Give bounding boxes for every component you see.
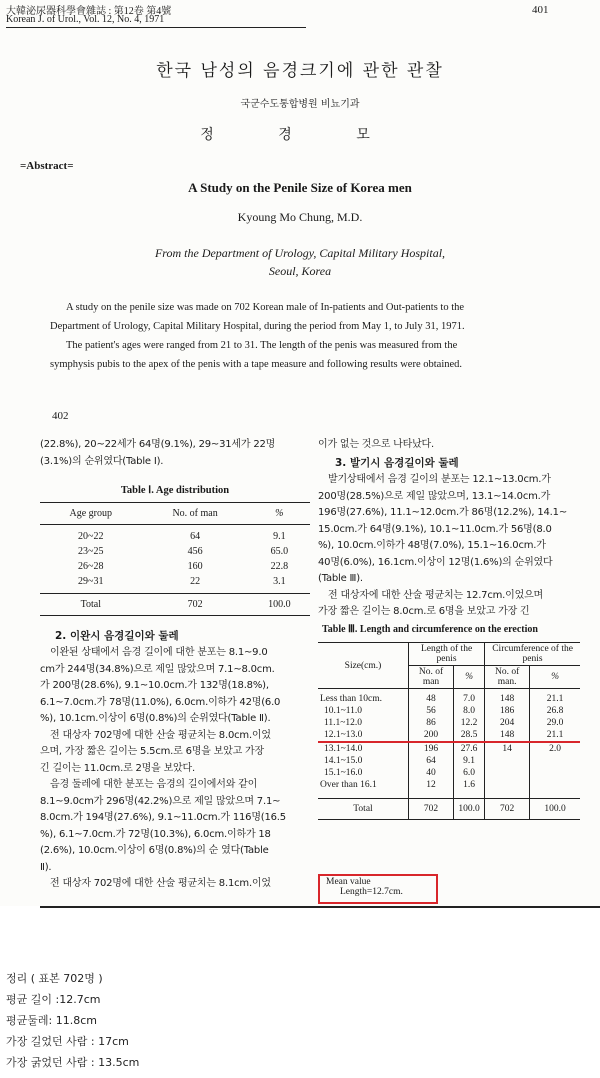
- text-line: cm가 244명(34.8%)으로 제일 많았으며 7.1~8.0cm.: [40, 663, 275, 675]
- page-number-second: 402: [52, 410, 69, 422]
- table-row: [318, 799, 580, 820]
- cell: 12: [409, 779, 454, 799]
- table-row: [318, 705, 580, 717]
- text-line: %), 10.0cm.이하가 48명(7.0%), 15.1~16.0cm.가: [318, 540, 546, 551]
- summary-notes: [6, 968, 139, 1073]
- cell: Total: [80, 599, 101, 610]
- cell: 65.0: [270, 546, 289, 557]
- table3: [318, 642, 580, 820]
- cell: 10.1~11.0: [324, 706, 363, 716]
- table3-group-length: Length of the penis: [409, 643, 485, 666]
- section3-body: [318, 472, 583, 621]
- mean-value-label: Mean value: [326, 877, 371, 887]
- summary-line: 평균 길이 :12.7cm: [6, 993, 101, 1006]
- cell: 23~25: [78, 546, 104, 557]
- table-row: [40, 544, 310, 559]
- table-row: [40, 574, 310, 594]
- cell: 7.0: [454, 689, 485, 706]
- table-row: [40, 525, 310, 545]
- text-line: 발기상태에서 음경 길이의 분포는 12.1~13.0cm.가: [328, 474, 551, 485]
- table3-sub-pct: %: [454, 666, 485, 689]
- text-line: 40명(6.0%), 16.1cm.이상이 12명(1.6%)의 순위였다: [318, 556, 553, 568]
- cell: 204: [485, 717, 530, 729]
- cell: 29.0: [530, 717, 580, 729]
- cell: 196: [409, 742, 454, 755]
- cell: 148: [485, 729, 530, 742]
- cell: 26~28: [78, 561, 104, 572]
- cell: 64: [190, 531, 201, 542]
- affiliation-en-line1: From the Department of Urology, Capital Military Hospital,: [154, 246, 446, 260]
- scan-bottom-edge: [40, 906, 600, 908]
- cell: [530, 779, 580, 799]
- cell: 186: [485, 705, 530, 717]
- table-row: [318, 767, 580, 779]
- cell: 21.1: [530, 729, 580, 742]
- cell: 3.1: [273, 576, 286, 587]
- section2-heading: 2. 이완시 음경길이와 둘레: [55, 630, 179, 642]
- cell: 86: [409, 717, 454, 729]
- right-top-line: 이가 없는 것으로 나타났다.: [318, 439, 434, 450]
- text-line: Ⅱ).: [40, 861, 52, 873]
- table-row: [318, 717, 580, 729]
- cell: 14: [485, 742, 530, 755]
- cell: [530, 755, 580, 767]
- table1-header: Age group: [69, 508, 113, 519]
- cell: 29~31: [78, 576, 104, 587]
- table1-header: %: [275, 508, 284, 519]
- text-line: 196명(27.6%), 11.1~12.0cm.가 86명(12.2%), 14.1~: [318, 507, 567, 518]
- cell: 100.0: [530, 799, 580, 820]
- summary-line: 가장 길었던 사람 : 17cm: [6, 1035, 129, 1048]
- text-line: (Table Ⅲ).: [318, 573, 363, 584]
- text-line: 8.1~9.0cm가 296명(42.2%)으로 제일 많았으며 7.1~: [40, 795, 281, 807]
- title-kr: 한국 남성의 음경크기에 관한 관찰: [156, 61, 444, 81]
- cell: 2.0: [530, 742, 580, 755]
- table1: [40, 502, 310, 616]
- text-line: 8.0cm.가 194명(27.6%), 9.1~11.0cm.가 116명(16.5: [40, 812, 286, 823]
- cell: 702: [187, 599, 203, 610]
- text-line: 전 대상자 702명에 대한 산술 평균치는 8.0cm.이었: [50, 729, 271, 741]
- text-line: (2.6%), 10.0cm.이상이 6명(0.8%)의 순 였다(Table: [40, 845, 269, 856]
- cell: 12.2: [454, 717, 485, 729]
- table-row-highlighted: [318, 729, 580, 742]
- mean-value-box: [318, 874, 438, 904]
- cell: 14.1~15.0: [324, 756, 363, 766]
- summary-line: 정리 ( 표본 702명 ): [6, 972, 103, 985]
- table3-group-circumference: Circumference of the penis: [485, 643, 580, 666]
- journal-en-header: Korean J. of Urol., Vol. 12, No. 4, 1971: [6, 14, 165, 25]
- left-top-text: [40, 437, 310, 470]
- cell: 64: [409, 755, 454, 767]
- table-row: [40, 559, 310, 574]
- table1-caption: Table Ⅰ. Age distribution: [120, 485, 230, 496]
- cell: 22.8: [270, 561, 289, 572]
- abstract-line: symphysis pubis to the apex of the penis with a tape measure and following results were obtained.: [50, 359, 463, 370]
- cell: Over than 16.1: [320, 780, 377, 790]
- cell: 9.1: [273, 531, 286, 542]
- table3-sub-pct2: %: [530, 666, 580, 689]
- cell: 26.8: [530, 705, 580, 717]
- text-line: 6.1~7.0cm.가 78명(11.0%), 6.0cm.이하가 42명(6.0: [40, 696, 281, 708]
- cell: 456: [187, 546, 203, 557]
- abstract-label: =Abstract=: [20, 160, 74, 172]
- abstract-line: Department of Urology, Capital Military Hospital, during the period from May 1, to July 31, 1971.: [50, 321, 465, 332]
- affiliation-en-line2: Seoul, Korea: [268, 264, 332, 278]
- title-en: A Study on the Penile Size of Korea men: [188, 180, 412, 195]
- text-line: 긴 길이는 11.0cm.로 2명을 보았다.: [40, 762, 195, 774]
- header-rule: [6, 27, 306, 28]
- cell: [485, 755, 530, 767]
- cell: 100.0: [268, 599, 291, 610]
- cell: 9.1: [454, 755, 485, 767]
- cell: 27.6: [454, 742, 485, 755]
- cell: 20~22: [78, 531, 104, 542]
- cell: 160: [187, 561, 203, 572]
- author-kr: 정 경 모: [200, 127, 400, 143]
- cell: 22: [190, 576, 201, 587]
- text-line: 전 대상자에 대한 산술 평균치는 12.7cm.이었으며: [328, 589, 543, 601]
- text-line: 음경 둘레에 대한 분포는 음경의 길이에서와 같이: [50, 779, 258, 790]
- abstract-line: The patient's ages were ranged from 21 to 31. The length of the penis was measured from the: [66, 340, 458, 351]
- cell: 6.0: [454, 767, 485, 779]
- cell: 8.0: [454, 705, 485, 717]
- text-line: 이완된 상태에서 음경 길이에 대한 분포는 8.1~9.0: [50, 647, 268, 658]
- text-line: %), 10.1cm.이상이 6명(0.8%)의 순위였다(Table Ⅱ).: [40, 713, 271, 724]
- section3-heading: 3. 발기시 음경길이와 둘레: [335, 457, 459, 469]
- cell: 15.1~16.0: [324, 768, 363, 778]
- author-en: Kyoung Mo Chung, M.D.: [237, 210, 363, 224]
- table-row: [40, 594, 310, 616]
- text-line: %), 6.1~7.0cm.가 72명(10.3%), 6.0cm.이하가 18: [40, 828, 271, 840]
- text-line: 가 200명(28.6%), 9.1~10.0cm.가 132명(18.8%),: [40, 680, 269, 691]
- cell: 40: [409, 767, 454, 779]
- table3-sub-no2: No. of man.: [485, 666, 530, 689]
- cell: 11.1~12.0: [324, 718, 363, 728]
- table3-size-header: Size(cm.): [318, 643, 409, 689]
- cell: 702: [485, 799, 530, 820]
- table3-sub-no: No. of man: [409, 666, 454, 689]
- cell: 100.0: [454, 799, 485, 820]
- cell: [530, 767, 580, 779]
- mean-value-length: Length=12.7cm.: [340, 887, 403, 897]
- section2-body: [40, 645, 312, 893]
- cell: [485, 779, 530, 799]
- cell: 148: [485, 689, 530, 706]
- cell: 12.1~13.0: [324, 730, 363, 740]
- cell: [485, 767, 530, 779]
- cell: 21.1: [530, 689, 580, 706]
- table-row: [318, 689, 580, 706]
- summary-line: 가장 굵었던 사람 : 13.5cm: [6, 1056, 140, 1069]
- cell: 13.1~14.0: [324, 744, 363, 754]
- table-row: [318, 742, 580, 755]
- text-line: 전 대상자 702명에 대한 산술 평균치는 8.1cm.이었: [50, 878, 271, 889]
- text-line: 가장 짧은 길이는 8.0cm.로 6명을 보았고 가장 긴: [318, 606, 530, 617]
- cell: Total: [353, 804, 373, 814]
- cell: 702: [409, 799, 454, 820]
- affiliation-kr: 국군수도통합병원 비뇨기과: [240, 99, 360, 110]
- page-number-top: 401: [532, 4, 549, 16]
- cell: 200: [409, 729, 454, 742]
- table3-caption: Table Ⅲ. Length and circumference on the erection: [322, 624, 538, 635]
- abstract-body: [50, 298, 570, 374]
- cell: 1.6: [454, 779, 485, 799]
- table-row: [318, 755, 580, 767]
- cell: 28.5: [454, 729, 485, 742]
- text-line: 200명(28.5%)으로 제일 많았으며, 13.1~14.0cm.가: [318, 490, 551, 502]
- text-line: 15.0cm.가 64명(9.1%), 10.1~11.0cm.가 56명(8.0: [318, 523, 552, 535]
- cell: Less than 10cm.: [320, 694, 383, 704]
- journal-kr-header: 大韓泌尿器科學會雜誌 : 第12卷 第4號: [6, 6, 172, 17]
- table-row: [318, 779, 580, 799]
- text-line: (22.8%), 20~22세가 64명(9.1%), 29~31세가 22명: [40, 439, 276, 450]
- table1-header: No. of man: [172, 508, 218, 519]
- cell: 56: [409, 705, 454, 717]
- text-line: 으며, 가장 짧은 길이는 5.5cm.로 6명을 보았고 가장: [40, 746, 264, 757]
- cell: 48: [409, 689, 454, 706]
- summary-line: 평균둘레: 11.8cm: [6, 1014, 97, 1027]
- abstract-line: A study on the penile size was made on 702 Korean male of In-patients and Out-patients to the: [66, 302, 465, 313]
- text-line: (3.1%)의 순위였다(Table Ⅰ).: [40, 455, 164, 467]
